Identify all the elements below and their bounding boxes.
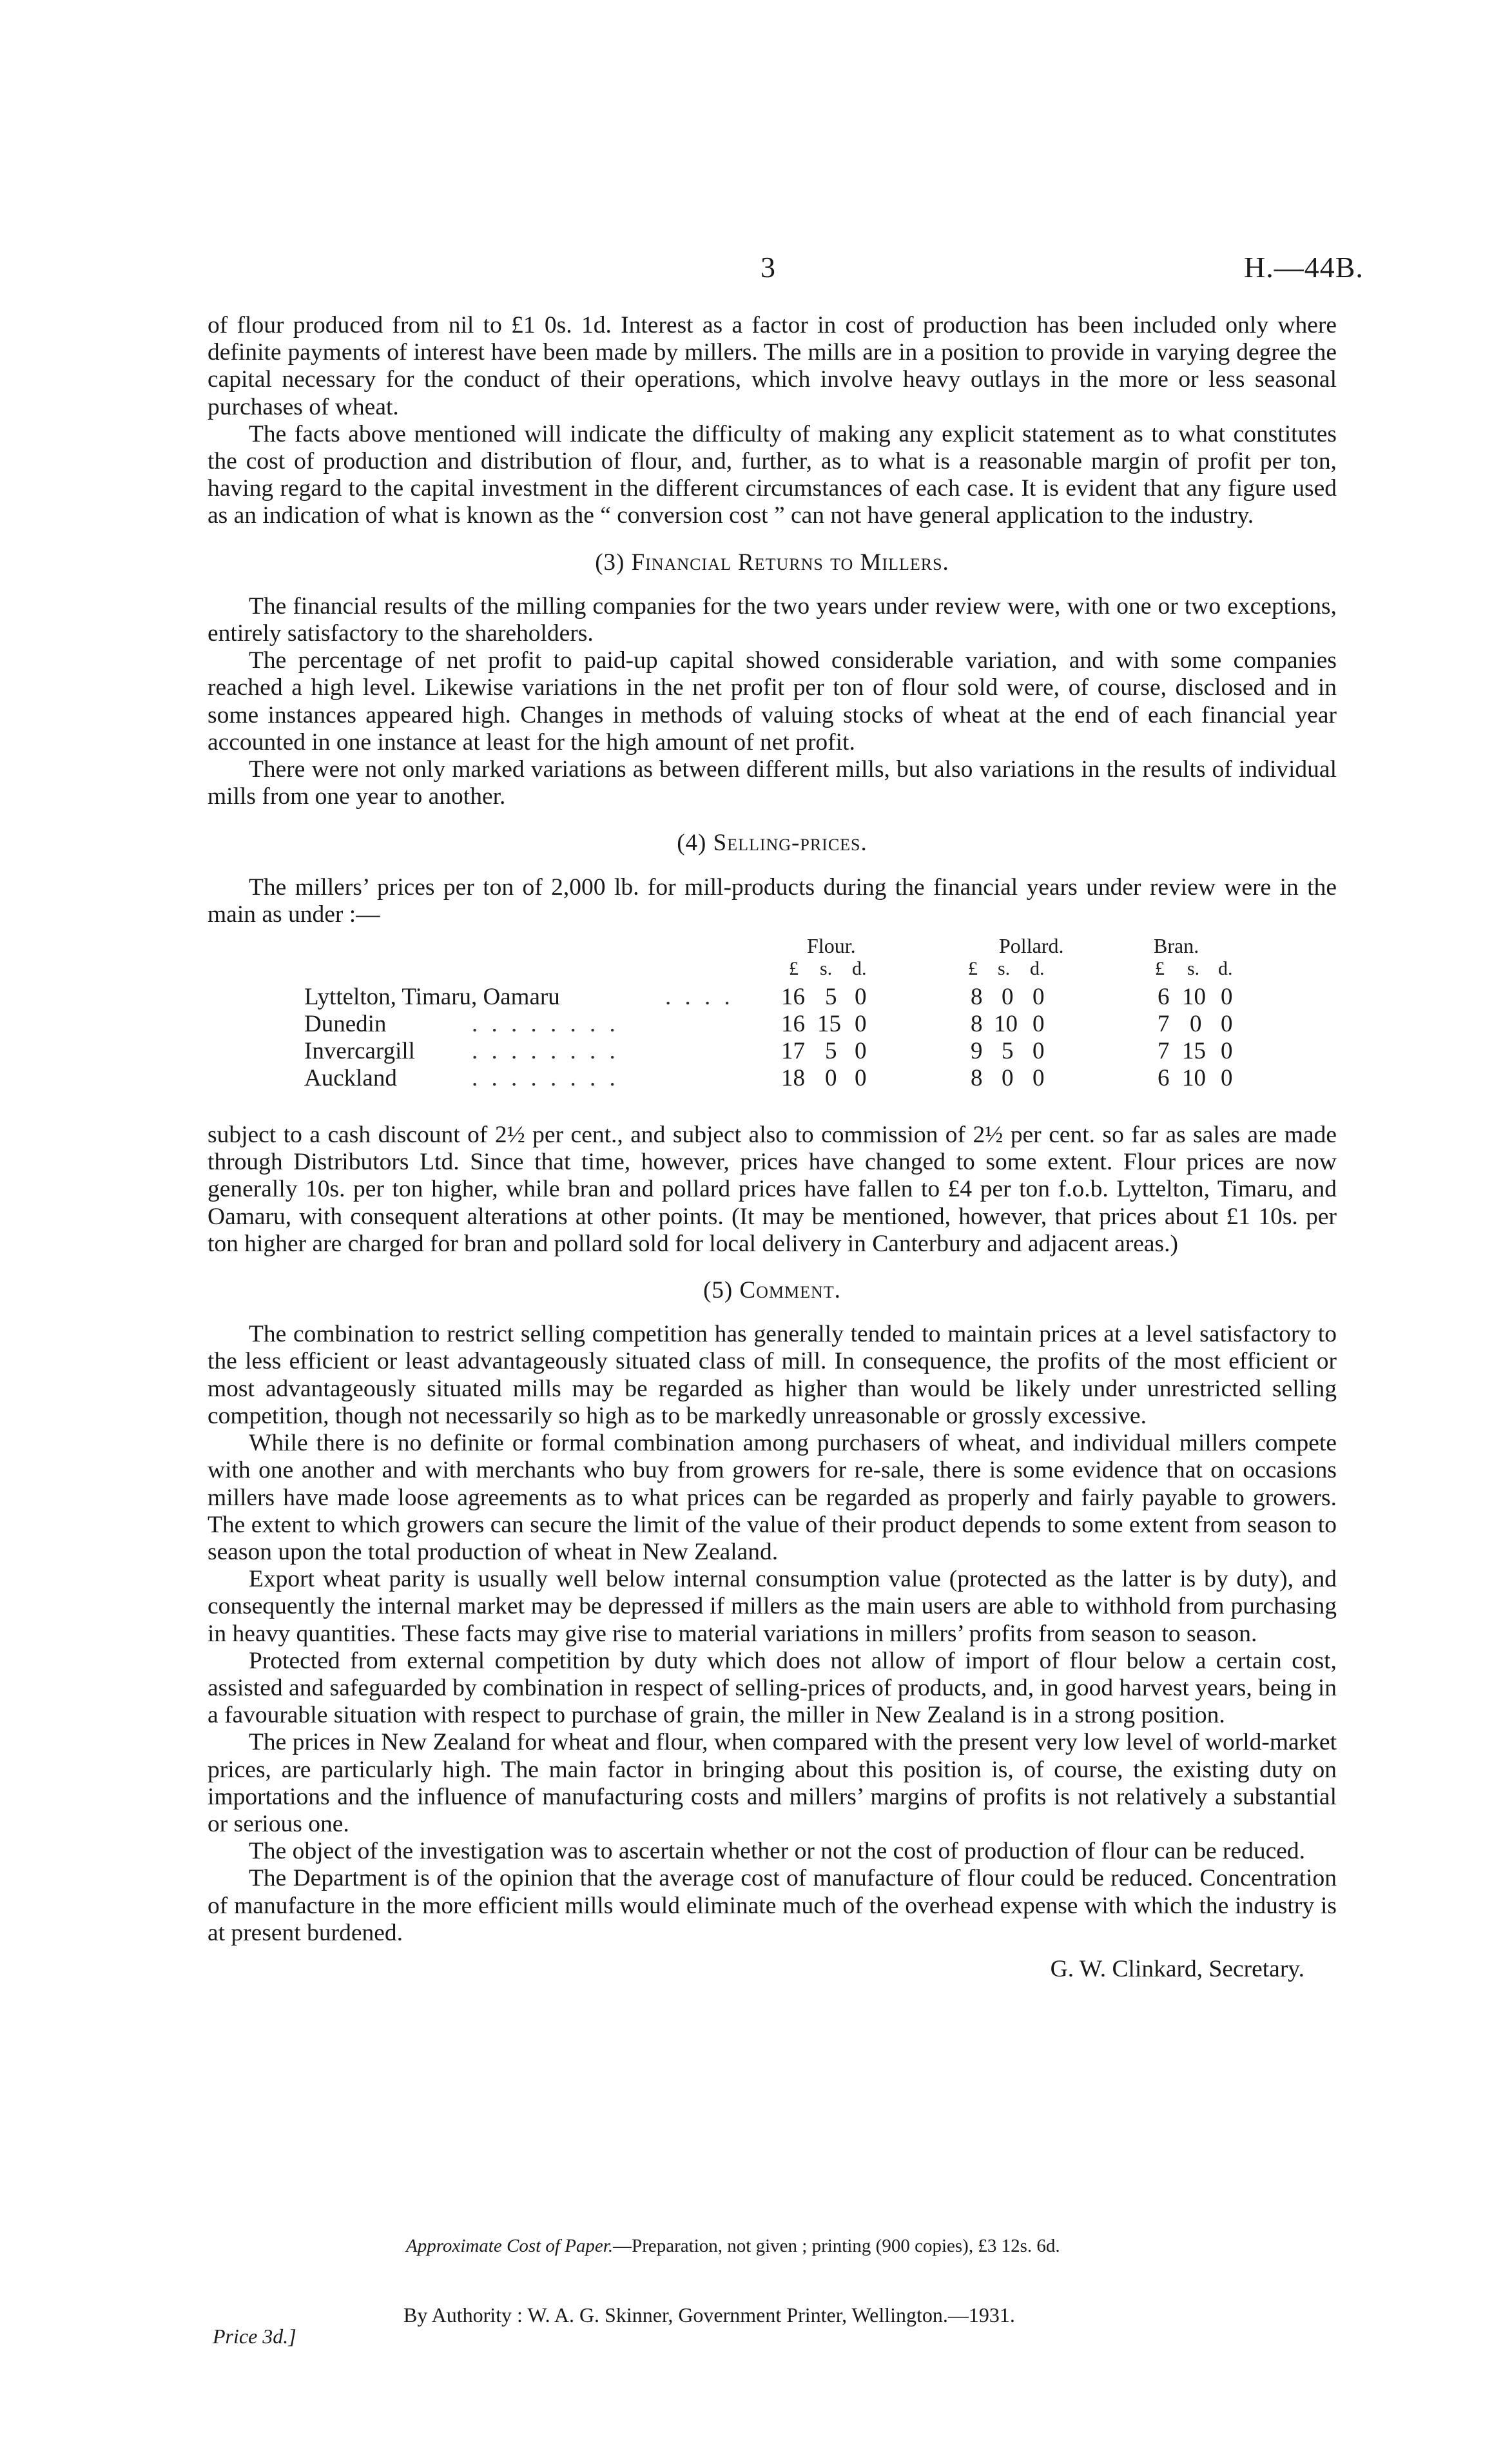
flour-pounds: 17 [781,1038,805,1065]
paragraph: The prices in New Zealand for wheat and flour, when compared with the present very low level of world-market prices, are particularly high. The main factor in bringing about this position is, of course, the existing duty on importations and the influence of manufacturing costs and millers’ margins of profits is not relatively a substantial or serious one. [208,1729,1337,1837]
table-row-place: Auckland [304,1065,397,1092]
unit-shillings: s. [820,958,833,980]
pollard-shillings: 5 [1002,1038,1014,1065]
bran-shillings: 10 [1182,1065,1206,1092]
column-header-pollard: Pollard. [999,934,1064,958]
paragraph: of flour produced from nil to £1 0s. 1d. Interest as a factor in cost of production has been included only where definite payments of interest have been made by millers. The mills are in a position to provide in varying degree the capital necessary for the conduct of their operations, which involve heavy outlays in the more or less seasonal purchases of wheat. [208,312,1337,420]
bran-pence: 0 [1221,1038,1233,1065]
flour-shillings: 15 [817,1011,841,1038]
leader-dots: . . . . . . . . [472,1038,619,1065]
flour-pence: 0 [855,1065,867,1092]
page-number: 3 [761,251,775,284]
document-reference: H.—44B. [1244,251,1364,284]
bran-pounds: 6 [1158,1065,1170,1092]
unit-pence: d. [1030,958,1045,980]
bran-pence: 0 [1221,1065,1233,1092]
section-heading-financial-returns: (3) Financial Returns to Millers. [595,549,949,576]
prices-table [208,928,1337,1122]
table-row-place: Invercargill [304,1038,415,1065]
paragraph: The combination to restrict selling competition has generally tended to maintain prices at a level satisfactory to the less efficient or least advantageously situated class of mill. In consequence, the profits of the most efficient or most advantageously situated mills may be regarded as higher than would be likely under unrestricted selling competition, though not necessarily so high as to be markedly unreasonable or grossly excessive. [208,1321,1337,1429]
paragraph: Protected from external competition by duty which does not allow of import of flour below a certain cost, assisted and safeguarded by combination in respect of selling-prices of products, and, in good harvest years, being in a favourable situation with respect to purchase of grain, the miller in New Zealand is in a strong position. [208,1647,1337,1729]
section-heading-comment: (5) Comment. [703,1277,841,1304]
unit-pounds: £ [789,958,799,980]
leader-dots: . . . . . . . . [472,1011,619,1038]
pollard-pounds: 8 [971,1065,983,1092]
leader-dots: . . . . [665,984,734,1011]
pollard-pounds: 9 [971,1038,983,1065]
bran-pounds: 6 [1158,984,1170,1011]
bran-pence: 0 [1221,1011,1233,1038]
bran-pounds: 7 [1158,1038,1170,1065]
unit-pounds: £ [968,958,978,980]
table-row-place: Lyttelton, Timaru, Oamaru [304,984,560,1011]
unit-pence: d. [852,958,867,980]
pollard-shillings: 0 [1002,1065,1014,1092]
pollard-pence: 0 [1032,1038,1045,1065]
printer-imprint: By Authority : W. A. G. Skinner, Government Printer, Wellington.—1931. [403,2303,1015,2327]
cost-note-label: Approximate Cost of Paper. [406,2236,614,2256]
section-heading-selling-prices: (4) Selling-prices. [677,830,867,857]
bran-shillings: 10 [1182,984,1206,1011]
paragraph: The object of the investigation was to ascertain whether or not the cost of production of flour can be reduced. [249,1838,1306,1865]
pollard-shillings: 10 [994,1011,1018,1038]
flour-pence: 0 [855,1038,867,1065]
bran-pence: 0 [1221,984,1233,1011]
pollard-pounds: 8 [971,1011,983,1038]
leader-dots: . . . . . . . . [472,1065,619,1092]
pollard-pence: 0 [1032,1065,1045,1092]
paragraph: The facts above mentioned will indicate the difficulty of making any explicit statement as to what constitutes the cost of production and distribution of flour, and, further, as to what is a reasonable margin of profit per ton, having regard to the capital investment in the different circumstances of each case. It is evident that any figure used as an indication of what is known as the “ conversion cost ” can not have general application to the industry. [208,420,1337,529]
flour-shillings: 5 [825,984,837,1011]
table-row-place: Dunedin [304,1011,387,1038]
paragraph: The Department is of the opinion that the average cost of manufacture of flour could be reduced. Concentration of manufacture in the more efficient mills would eliminate much of the overhead expense with which the industry is at present burdened. [208,1865,1337,1946]
pollard-pence: 0 [1032,1011,1045,1038]
flour-pounds: 18 [781,1065,805,1092]
unit-shillings: s. [998,958,1011,980]
flour-shillings: 0 [825,1065,837,1092]
pollard-pounds: 8 [971,984,983,1011]
pollard-shillings: 0 [1002,984,1014,1011]
paragraph: The percentage of net profit to paid-up capital showed considerable variation, and with some companies reached a high level. Likewise variations in the net profit per ton of flour sold were, of course, disclosed and in some instances appeared high. Changes in methods of valuing stocks of wheat at the end of each financial year accounted in one instance at least for the high amount of net profit. [208,647,1337,756]
document-body [208,312,1337,1983]
paragraph: The financial results of the milling companies for the two years under review were, with one or two exceptions, entirely satisfactory to the shareholders. [208,592,1337,647]
unit-pence: d. [1218,958,1233,980]
paragraph: While there is no definite or formal combination among purchasers of wheat, and individual millers compete with one another and with merchants who buy from growers for re-sale, there is some evidence that on occasions millers have made loose agreements as to what prices can be regarded as properly and fairly payable to growers. The extent to which growers can secure the limit of the value of their product depends to some extent from season to season upon the total production of wheat in New Zealand. [208,1430,1337,1565]
signature: G. W. Clinkard, Secretary. [1050,1955,1304,1982]
flour-pounds: 16 [781,984,805,1011]
column-header-flour: Flour. [807,934,856,958]
flour-pence: 0 [855,984,867,1011]
flour-shillings: 5 [825,1038,837,1065]
paragraph: There were not only marked variations as between different mills, but also variations in the results of individual mills from one year to another. [208,756,1337,810]
price-note: Price 3d.] [213,2325,296,2348]
pollard-pence: 0 [1032,984,1045,1011]
bran-shillings: 15 [1182,1038,1206,1065]
cost-note-text: —Preparation, not given ; printing (900 copies), £3 12s. 6d. [613,2236,1060,2256]
flour-pence: 0 [855,1011,867,1038]
column-header-bran: Bran. [1154,934,1199,958]
cost-note [406,2236,1060,2257]
bran-shillings: 0 [1190,1011,1202,1038]
unit-pounds: £ [1155,958,1165,980]
paragraph: Export wheat parity is usually well below internal consumption value (protected as the latter is by duty), and consequently the internal market may be depressed if millers as the main users are able to withhold from purchasing in heavy quantities. These facts may give rise to material variations in millers’ profits from season to season. [208,1566,1337,1647]
bran-pounds: 7 [1158,1011,1170,1038]
paragraph: The millers’ prices per ton of 2,000 lb. for mill-products during the financial years under review were in the main as under :— [208,873,1337,928]
paragraph: subject to a cash discount of 2½ per cent., and subject also to commission of 2½ per cent. so far as sales are made through Distributors Ltd. Since that time, however, prices have changed to some extent. Flour prices are now generally 10s. per ton higher, while bran and pollard prices have fallen to £4 per ton f.o.b. Lyttelton, Timaru, and Oamaru, with consequent alterations at other points. (It may be mentioned, however, that prices about £1 10s. per ton higher are charged for bran and pollard sold for local delivery in Canterbury and adjacent areas.) [208,1122,1337,1257]
unit-shillings: s. [1187,958,1200,980]
flour-pounds: 16 [781,1011,805,1038]
